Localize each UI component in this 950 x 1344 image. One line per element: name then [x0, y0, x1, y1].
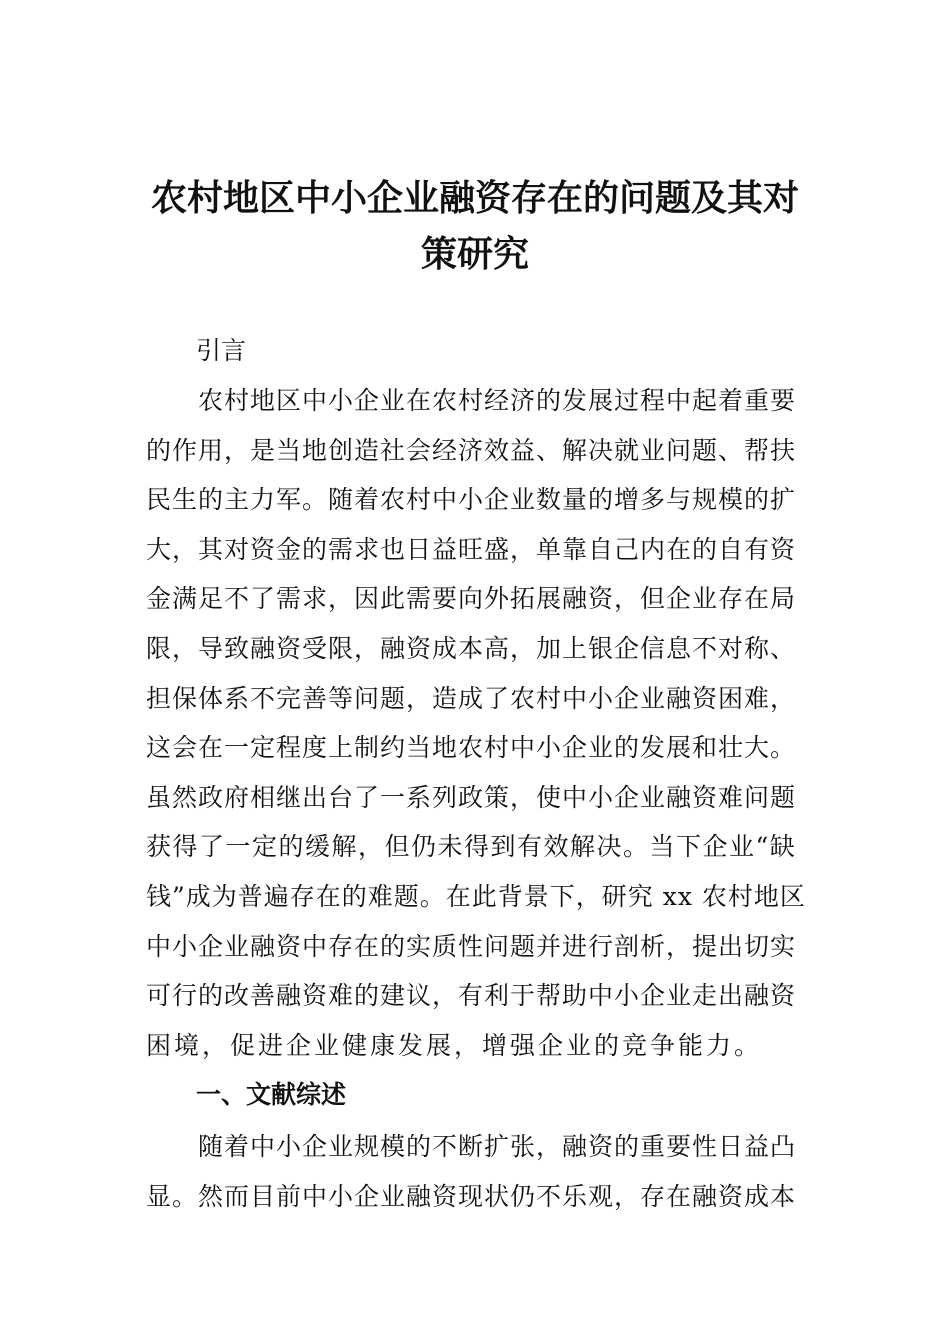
paragraph-line: 显。然而目前中小企业融资现状仍不乐观，存在融资成本 [146, 1181, 797, 1211]
title-line: 农村地区中小企业融资存在的问题及其对 [150, 177, 799, 219]
intro-heading: 引言 [196, 336, 247, 365]
paragraph-line: 随着中小企业规模的不断扩张，融资的重要性日益凸 [146, 1132, 797, 1161]
title-line: 策研究 [420, 233, 529, 275]
paragraph-line: 农村地区中小企业在农村经济的发展过程中起着重要 [146, 386, 797, 415]
paragraph-line: 大，其对资金的需求也日益旺盛，单靠自己内在的自有资 [146, 534, 797, 564]
paragraph-line: 担保体系不完善等问题，造成了农村中小企业融资困难， [146, 683, 797, 713]
paragraph-line: 这会在一定程度上制约当地农村中小企业的发展和壮大。 [146, 733, 797, 763]
paragraph-line: 金满足不了需求，因此需要向外拓展融资，但企业存在局 [146, 584, 797, 614]
paragraph-line: 钱”成为普遍存在的难题。在此背景下，研究 xx 农村地区 [146, 881, 806, 911]
paragraph-line: 民生的主力军。随着农村中小企业数量的增多与规模的扩 [146, 485, 797, 515]
paragraph-line: 中小企业融资中存在的实质性问题并进行剖析，提出切实 [146, 931, 797, 961]
paragraph-line: 困境，促进企业健康发展，增强企业的竞争能力。 [146, 1030, 763, 1060]
paragraph-line: 可行的改善融资难的建议，有利于帮助中小企业走出融资 [146, 981, 797, 1011]
paragraph-line: 限，导致融资受限，融资成本高，加上银企信息不对称、 [146, 633, 797, 663]
paragraph-line: 的作用，是当地创造社会经济效益、解决就业问题、帮扶 [146, 435, 797, 465]
literature-review-paragraph [146, 1122, 806, 1221]
literature-review-heading: 一、文献综述 [196, 1080, 347, 1109]
paragraph-line: 虽然政府相继出台了一系列政策，使中小企业融资难问题 [146, 782, 797, 812]
paragraph-line: 获得了一定的缓解，但仍未得到有效解决。当下企业“缺 [146, 832, 797, 862]
intro-paragraph [146, 376, 806, 1070]
document-title [140, 170, 810, 282]
